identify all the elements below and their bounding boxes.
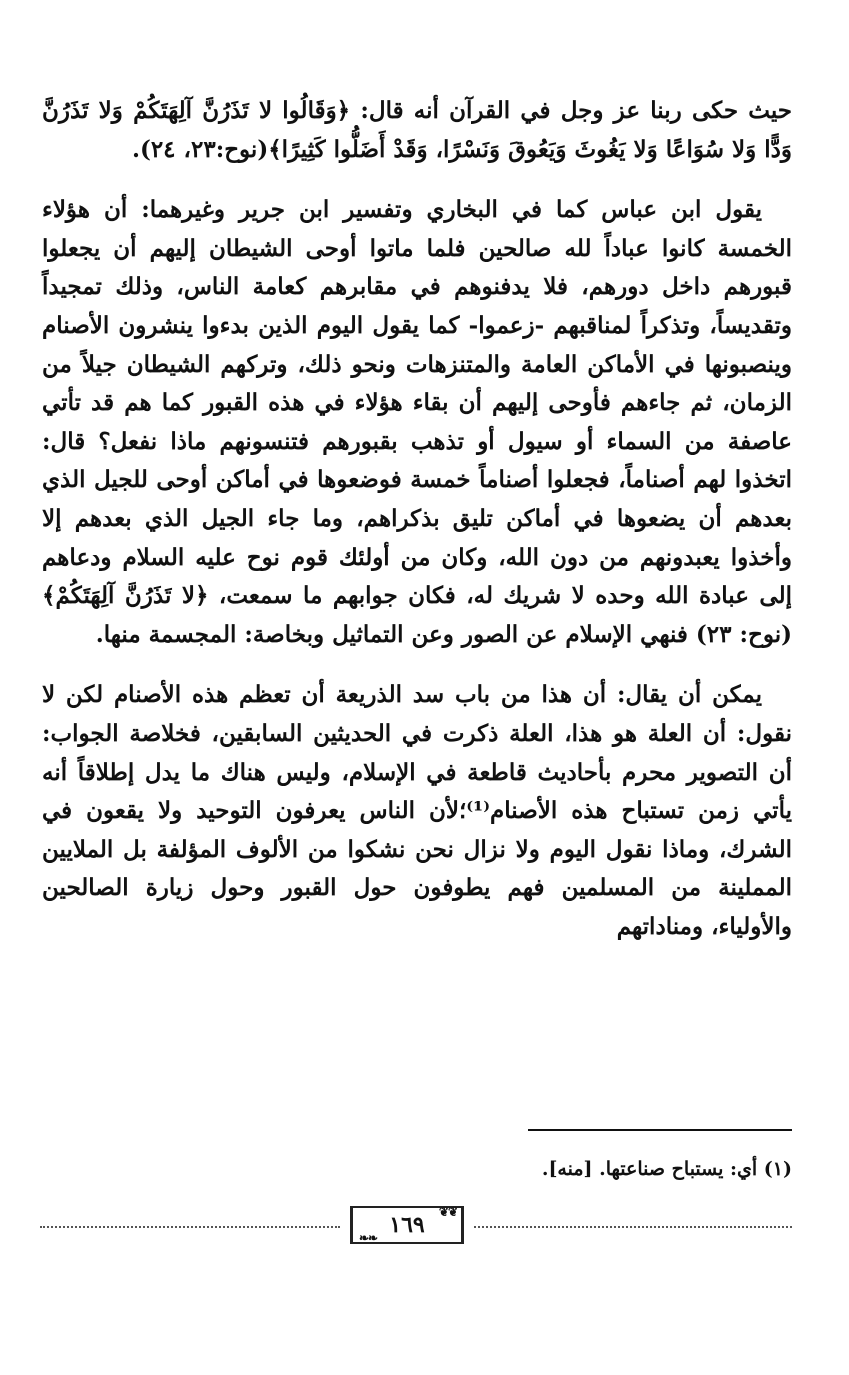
- footer-dotted-line-right: [474, 1226, 792, 1228]
- footer-dotted-line-left: [40, 1226, 340, 1228]
- paragraph-3: يمكن أن يقال: أن هذا من باب سد الذريعة أن تعظم هذه الأصنام لكن لا نقول: أن العلة هو هذا، العلة ذكرت في الحديثين السابقين، فخلاصة الجواب: أن التصوير محرم بأحاديث قاطعة في الإسلام، وليس هناك ما يدل إطلاقاً أنه يأتي زمن تستباح هذه الأصنام⁽¹⁾؛لأن الناس يعرفون التوحيد ولا يقعون في الشرك، وماذا نقول اليوم ولا نزال نحن نشكوا من الألوف المؤلفة بل الملايين المملينة من المسلمين فهم يطوفون حول القبور وحول زيارة الصالحين والأولياء، ومناداتهم: [42, 681, 792, 940]
- paragraph-1: حيث حكى ربنا عز وجل في القرآن أنه قال: ﴿وَقَالُوا لا تَذَرُنَّ آلِهَتَكُمْ وَلا تَذَرُنَّ وَدًّا وَلا سُوَاعًا وَلا يَغُوثَ وَيَعُوقَ وَنَسْرًا، وَقَدْ أَضَلُّوا كَثِيرًا﴾(نوح:٢٣، ٢٤).: [42, 97, 792, 163]
- footnote: (١) أي: يستباح صناعتها. [منه].: [541, 1158, 792, 1180]
- paragraph-2: يقول ابن عباس كما في البخاري وتفسير ابن جرير وغيرهما: أن هؤلاء الخمسة كانوا عباداً لله صالحين فلما ماتوا أوحى الشيطان إليهم أن يجعلوا قبورهم داخل دورهم، فلا يدفنوهم في مقابرهم كعامة الناس، وذلك تمجيداً وتقديساً، وتذكراً لمناقبهم -زعموا- كما يقول اليوم الذين بدءوا ينشرون الأصنام وينصبونها في الأماكن العامة والمتنزهات ونحو ذلك، وتركهم الشيطان جيلاً من الزمان، ثم جاءهم فأوحى إليهم أن بقاء هؤلاء في هذه القبور كما هم قد تأتي عاصفة من السماء أو سيول أو تذهب بقبورهم فتنسونهم ماذا نفعل؟ قال: اتخذوا لهم أصناماً، فجعلوا أصناماً خمسة فوضعوها في أماكن أوحى للجيل الذي بعدهم أن يضعوها في أماكن تليق بذكراهم، وما جاء الجيل الذي بعدهم إلا وأخذوا يعبدونهم من دون الله، وكان من أولئك قوم نوح عليه السلام ودعاهم إلى عبادة الله وحده لا شريك له، فكان جوابهم ما سمعت، ﴿لا تَذَرُنَّ آلِهَتَكُمْ﴾(نوح: ٢٣) فنهي الإسلام عن الصور وعن التماثيل وبخاصة: المجسمة منها.: [42, 196, 792, 648]
- ornament-icon: ❦❦: [438, 1205, 457, 1219]
- ornament-icon: ❧❧: [359, 1231, 378, 1245]
- page-number-frame: [350, 1206, 464, 1244]
- page-number: ١٦٩: [389, 1212, 425, 1238]
- footnote-separator: [528, 1129, 792, 1131]
- body-text: [42, 92, 792, 968]
